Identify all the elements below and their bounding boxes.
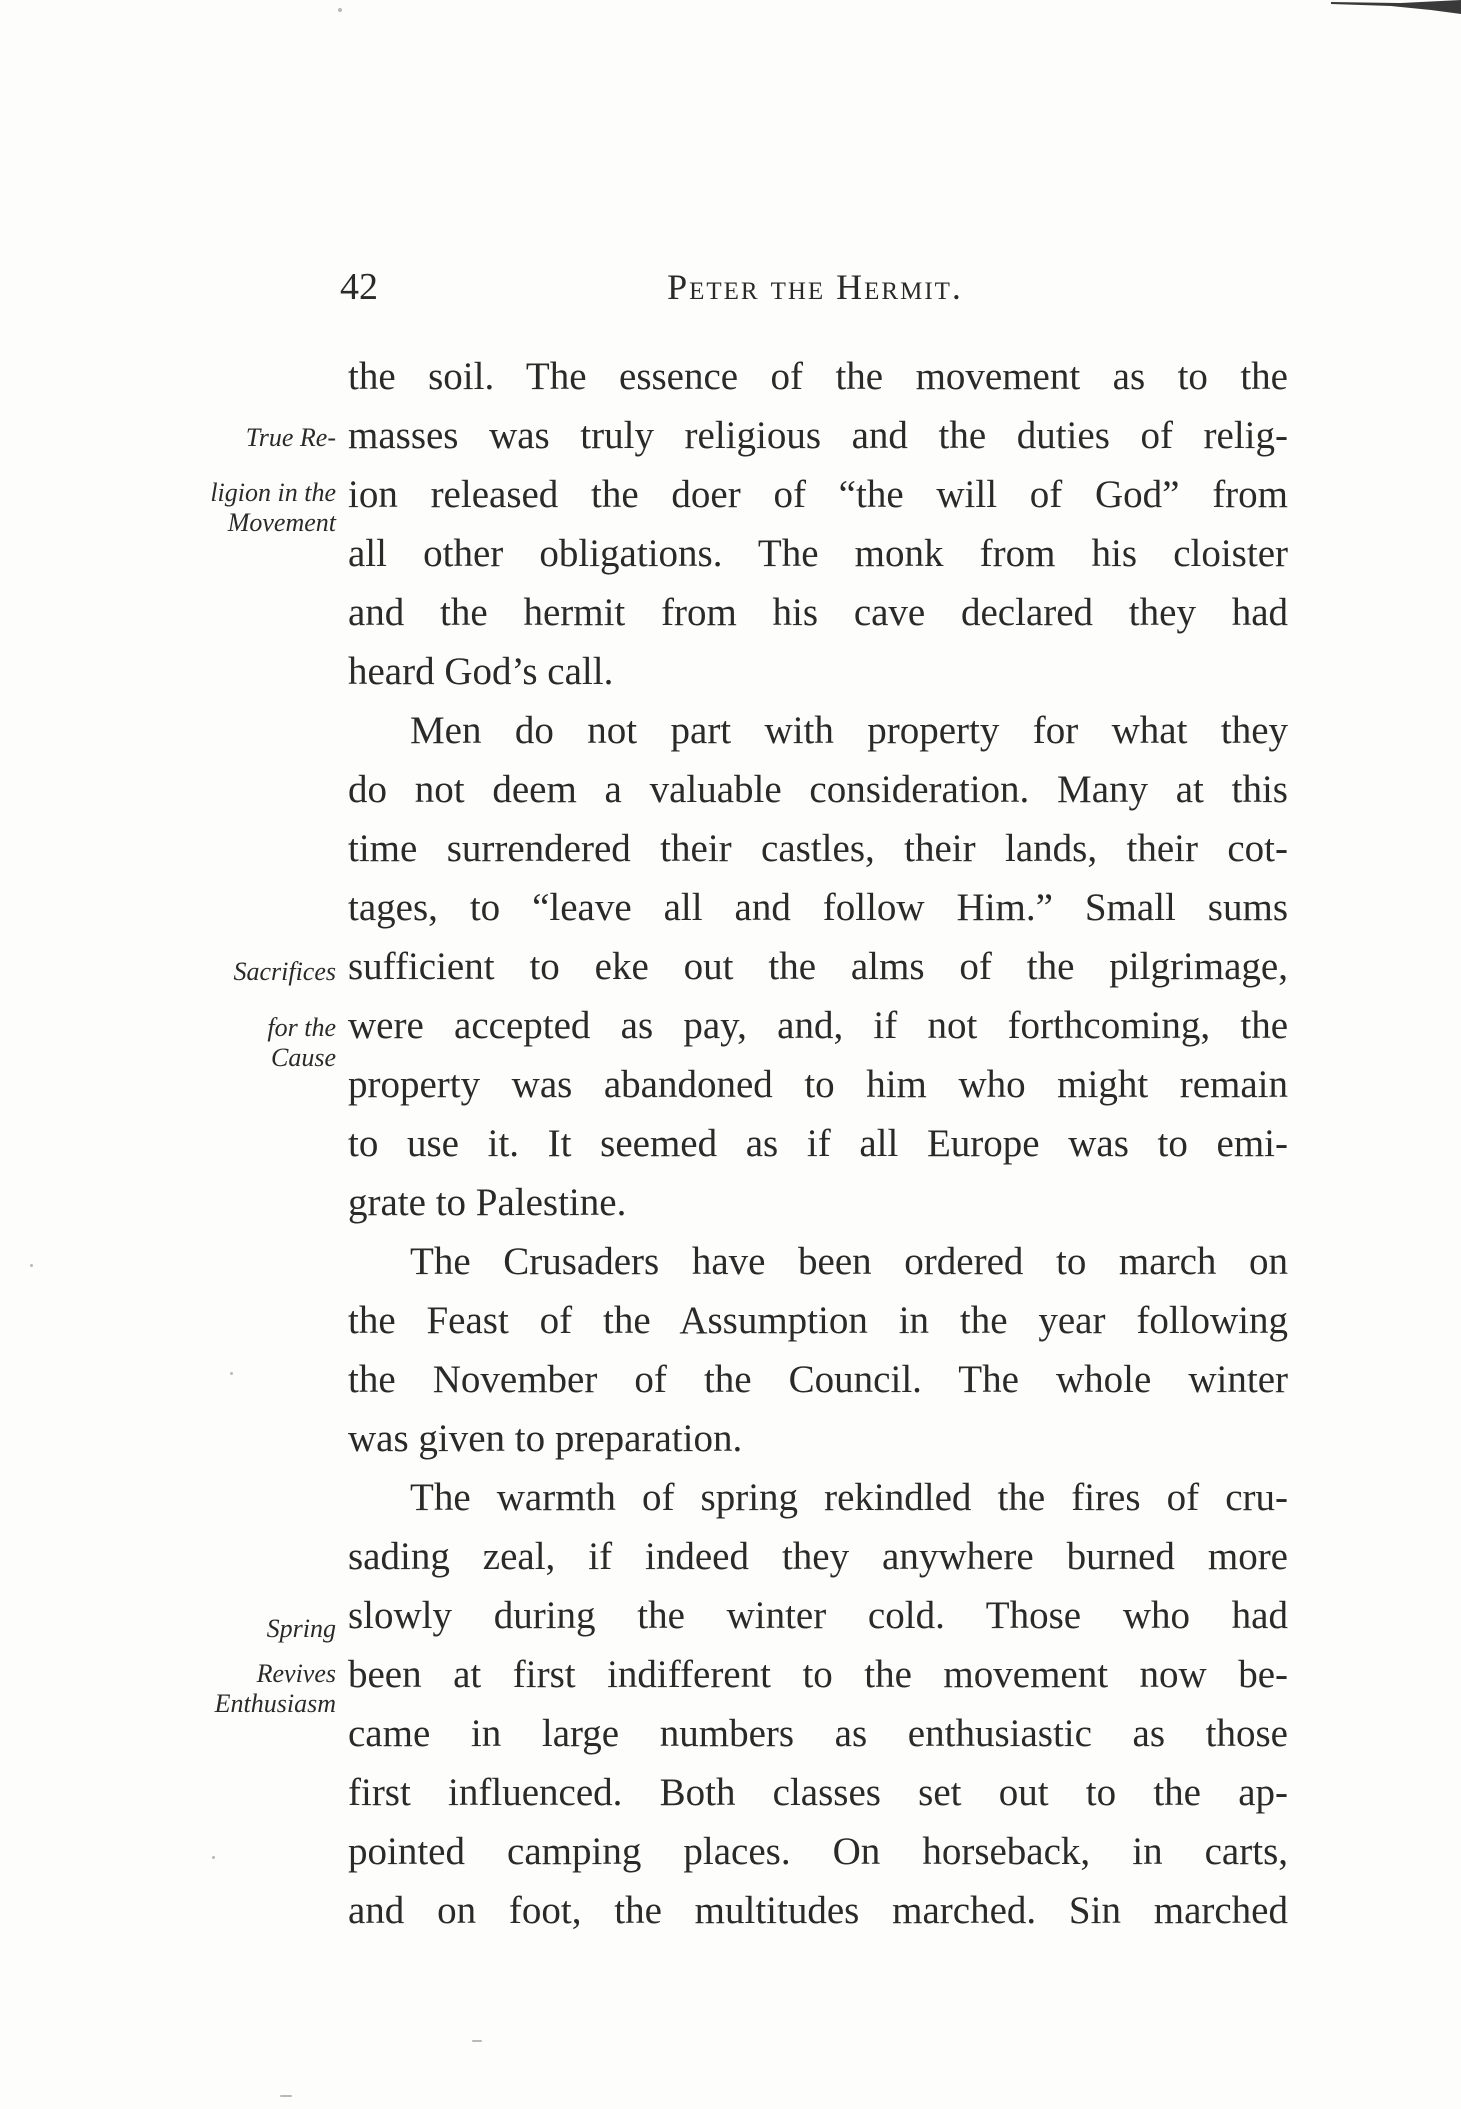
margin-note-line: Sacrifices bbox=[233, 957, 336, 986]
text-line: and on foot, the multitudes marched. Sin marched bbox=[348, 1889, 1288, 1932]
paper-speck bbox=[472, 2040, 482, 2042]
text-line: time surrendered their castles, their lands, their cot- bbox=[348, 827, 1288, 870]
text-line: The warmth of spring rekindled the fires of cru- bbox=[410, 1476, 1288, 1519]
margin-note-line: Revives bbox=[256, 1659, 336, 1688]
text-line: masses was truly religious and the duties of relig- bbox=[348, 414, 1288, 457]
text-line: the Feast of the Assumption in the year following bbox=[348, 1299, 1288, 1342]
margin-note-line: Movement bbox=[227, 508, 336, 537]
text-line: tages, to “leave all and follow Him.” Small sums bbox=[348, 886, 1288, 929]
text-line: the November of the Council. The whole winter bbox=[348, 1358, 1288, 1401]
text-line: sading zeal, if indeed they anywhere burned more bbox=[348, 1535, 1288, 1578]
paper-speck bbox=[30, 1264, 33, 1267]
margin-note-line: for the bbox=[267, 1013, 336, 1042]
text-line: heard God’s call. bbox=[348, 650, 614, 693]
paper-speck bbox=[212, 1856, 215, 1859]
text-line: were accepted as pay, and, if not forthcoming, the bbox=[348, 1004, 1288, 1047]
scan-edge-mark bbox=[1331, 0, 1461, 18]
text-line: sufficient to eke out the alms of the pilgrimage, bbox=[348, 945, 1288, 988]
text-line: pointed camping places. On horseback, in carts, bbox=[348, 1830, 1288, 1873]
paper-speck bbox=[280, 2095, 292, 2097]
text-line: the soil. The essence of the movement as to the bbox=[348, 355, 1288, 398]
margin-note-line: Cause bbox=[271, 1043, 336, 1072]
text-line: do not deem a valuable consideration. Many at this bbox=[348, 768, 1288, 811]
margin-note-line: True Re- bbox=[245, 423, 336, 452]
text-line: slowly during the winter cold. Those who had bbox=[348, 1594, 1288, 1637]
text-line: property was abandoned to him who might remain bbox=[348, 1063, 1288, 1106]
text-line: first influenced. Both classes set out to the ap- bbox=[348, 1771, 1288, 1814]
running-head: Peter the Hermit. bbox=[667, 267, 963, 307]
text-line: been at first indifferent to the movement now be- bbox=[348, 1653, 1288, 1696]
margin-note-line: Enthusiasm bbox=[214, 1689, 336, 1718]
text-line: grate to Palestine. bbox=[348, 1181, 627, 1224]
margin-note-line: Spring bbox=[266, 1614, 336, 1643]
text-line: to use it. It seemed as if all Europe was to emi- bbox=[348, 1122, 1288, 1165]
text-line: came in large numbers as enthusiastic as those bbox=[348, 1712, 1288, 1755]
margin-note-line: ligion in the bbox=[210, 478, 336, 507]
text-line: all other obligations. The monk from his cloister bbox=[348, 532, 1288, 575]
text-line: The Crusaders have been ordered to march on bbox=[410, 1240, 1288, 1283]
text-line: and the hermit from his cave declared they had bbox=[348, 591, 1288, 634]
text-line: ion released the doer of “the will of God” from bbox=[348, 473, 1288, 516]
text-line: Men do not part with property for what they bbox=[410, 709, 1288, 752]
page-number: 42 bbox=[340, 266, 378, 308]
paper-speck bbox=[338, 8, 342, 12]
page-header bbox=[340, 262, 1290, 312]
text-line: was given to preparation. bbox=[348, 1417, 743, 1460]
paper-speck bbox=[230, 1372, 233, 1375]
